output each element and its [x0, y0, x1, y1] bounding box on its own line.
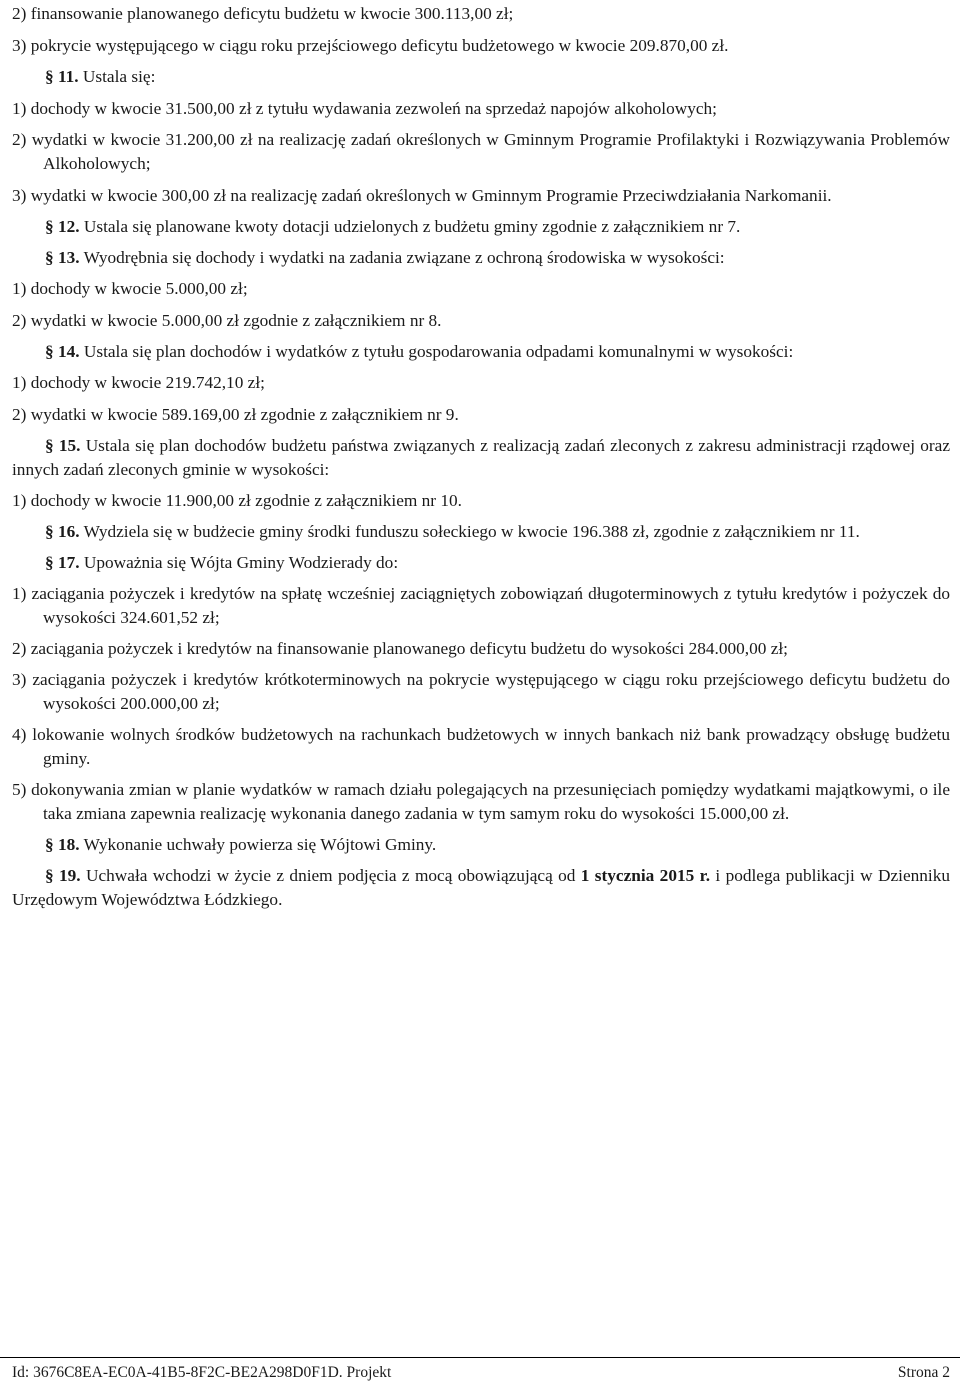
section-text: Uchwała wchodzi w życie z dniem podjęcia z mocą obowiązującą od: [80, 866, 581, 885]
section-18: [12, 833, 950, 857]
section-number: § 13.: [45, 248, 80, 267]
section-number: § 11.: [45, 67, 79, 86]
section-number: § 18.: [45, 835, 80, 854]
section-12: [12, 215, 950, 239]
list-item: 2) finansowanie planowanego deficytu budżetu w kwocie 300.113,00 zł;: [12, 4, 514, 23]
section-text: i podlega publikacji w Dzienniku Urzędowym Województwa Łódzkiego.: [12, 866, 950, 909]
section-14: [12, 340, 950, 364]
page-number: Strona 2: [897, 1364, 950, 1381]
list-item: 1) zaciągania pożyczek i kredytów na spłatę wcześniej zaciągniętych zobowiązań długoterminowych z tytułu kredytów i pożyczek do wysokości 324.601,52 zł;: [12, 584, 950, 627]
list-item: 1) dochody w kwocie 219.742,10 zł;: [12, 373, 265, 392]
list-item: 2) wydatki w kwocie 589.169,00 zł zgodnie z załącznikiem nr 9.: [12, 405, 459, 424]
section-text: Wyodrębnia się dochody i wydatki na zadania związane z ochroną środowiska w wysokości:: [79, 248, 725, 267]
section-number: § 17.: [45, 553, 80, 572]
list-item: 4) lokowanie wolnych środków budżetowych na rachunkach budżetowych w innych bankach niż bank prowadzący obsługę budżetu gminy.: [12, 725, 950, 768]
section-text: Wydziela się w budżecie gminy środki funduszu sołeckiego w kwocie 196.388 zł, zgodnie z załącznikiem nr 11.: [79, 522, 860, 541]
section-number: § 14.: [45, 342, 80, 361]
section-number: § 19.: [45, 866, 81, 885]
list-item: 3) zaciągania pożyczek i kredytów krótkoterminowych na pokrycie występującego w ciągu roku przejściowego deficytu budżetu do wysokości 200.000,00 zł;: [12, 670, 950, 713]
document-id: Id: 3676C8EA-EC0A-41B5-8F2C-BE2A298D0F1D. Projekt: [12, 1364, 392, 1381]
section-text: Upoważnia się Wójta Gminy Wodzierady do:: [79, 553, 399, 572]
list-item: 1) dochody w kwocie 5.000,00 zł;: [12, 279, 248, 298]
list-item: 3) wydatki w kwocie 300,00 zł na realizację zadań określonych w Gminnym Programie Przeciwdziałania Narkomanii.: [12, 186, 832, 205]
list-item: 2) wydatki w kwocie 5.000,00 zł zgodnie z załącznikiem nr 8.: [12, 311, 442, 330]
section-number: § 15.: [45, 436, 81, 455]
section-17: [12, 551, 950, 575]
list-item: 1) dochody w kwocie 11.900,00 zł zgodnie z załącznikiem nr 10.: [12, 491, 462, 510]
section-text: Ustala się planowane kwoty dotacji udzielonych z budżetu gminy zgodnie z załącznikiem nr 7.: [79, 217, 741, 236]
section-text: Ustala się:: [78, 67, 156, 86]
section-11: [12, 65, 950, 89]
section-number: § 16.: [45, 522, 80, 541]
section-number: § 12.: [45, 217, 80, 236]
list-item: 2) wydatki w kwocie 31.200,00 zł na realizację zadań określonych w Gminnym Programie Profilaktyki i Rozwiązywania Problemów Alkoholowych;: [12, 130, 950, 173]
list-item: 3) pokrycie występującego w ciągu roku przejściowego deficytu budżetowego w kwocie 209.870,00 zł.: [12, 36, 729, 55]
section-text: Ustala się plan dochodów budżetu państwa związanych z realizacją zadań zleconych z zakresu administracji rządowej oraz innych zadań zleconych gminie w wysokości:: [12, 436, 950, 479]
section-16: [12, 520, 950, 544]
page-footer: [0, 1357, 960, 1384]
section-19: [12, 864, 950, 912]
section-text: Ustala się plan dochodów i wydatków z tytułu gospodarowania odpadami komunalnymi w wysokości:: [79, 342, 794, 361]
effective-date: 1 stycznia 2015 r.: [580, 866, 711, 885]
document-body: [12, 0, 950, 912]
section-13: [12, 246, 950, 270]
list-item: 1) dochody w kwocie 31.500,00 zł z tytułu wydawania zezwoleń na sprzedaż napojów alkoholowych;: [12, 99, 717, 118]
section-text: Wykonanie uchwały powierza się Wójtowi Gminy.: [79, 835, 437, 854]
list-item: 5) dokonywania zmian w planie wydatków w ramach działu polegających na przesunięciach pomiędzy wydatkami majątkowymi, o ile taka zmiana zapewnia realizację wykonania danego zadania w tym samym roku do wysokości 15.000,00 zł.: [12, 780, 950, 823]
list-item: 2) zaciągania pożyczek i kredytów na finansowanie planowanego deficytu budżetu do wysokości 284.000,00 zł;: [12, 639, 788, 658]
section-15: [12, 434, 950, 482]
